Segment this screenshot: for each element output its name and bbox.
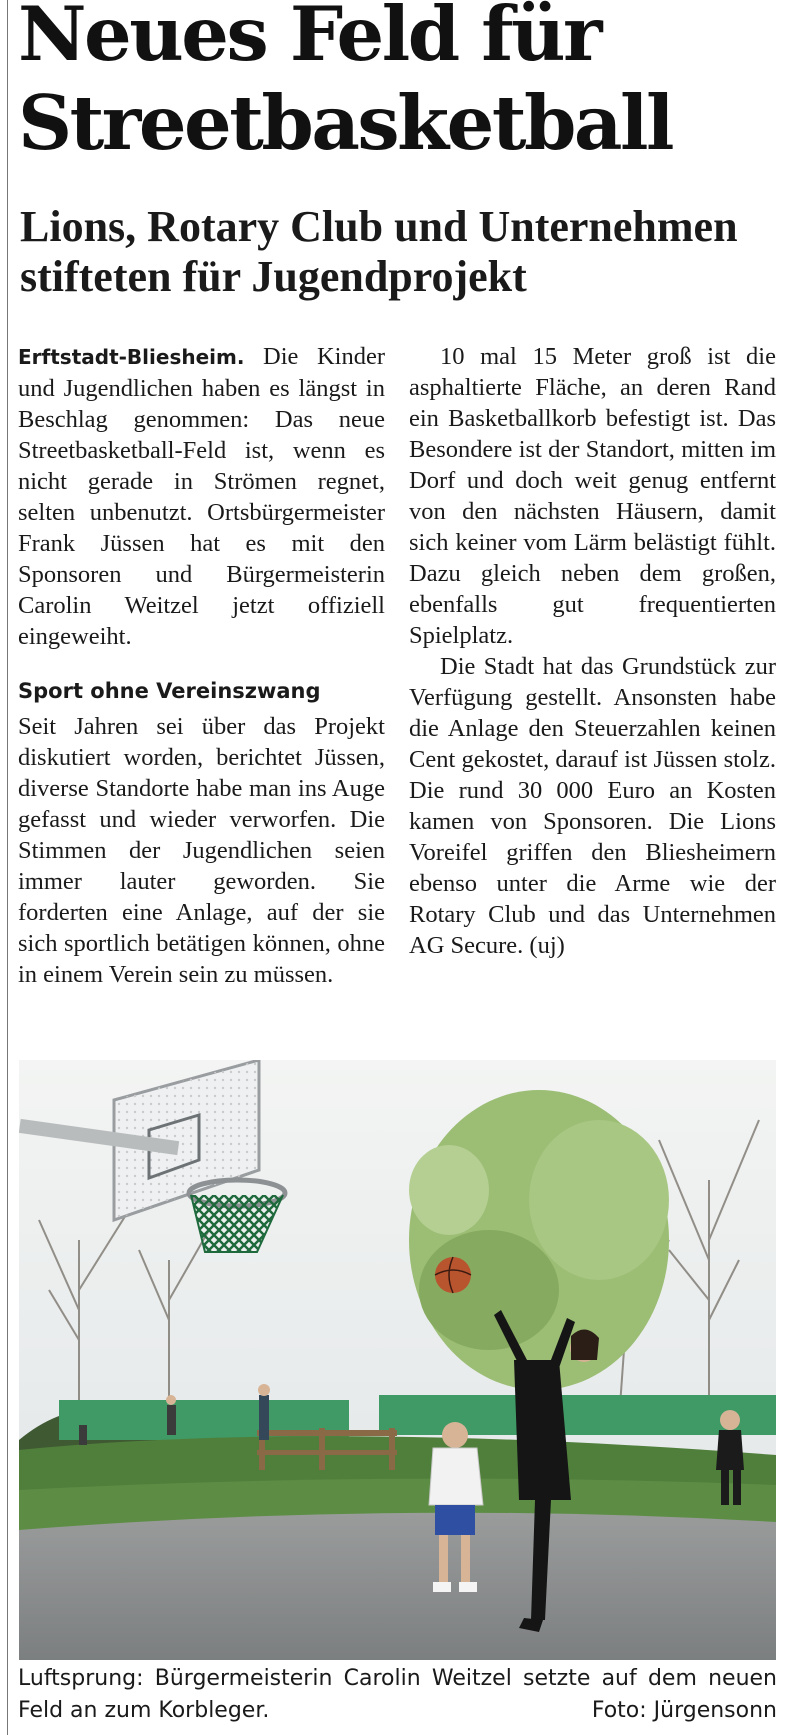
basketball-court-photo <box>19 1060 776 1660</box>
asphalt-court <box>19 1513 776 1660</box>
paragraph-1-text: Die Kinder und Jugendlichen haben es längst in Beschlag genommen: Das neue Streetbasketball-Feld ist, wenn es nicht gerade in Strömen regnet, selten unbenutzt. Ortsbürgermeister Frank Jüssen hat es mit den Sponsoren und Bürgermeisterin Carolin Weitzel jetzt offiziell eingeweiht. <box>18 343 385 650</box>
photo-caption <box>18 1663 777 1727</box>
article-column-left <box>18 341 385 990</box>
paragraph-3: 10 mal 15 Meter groß ist die asphaltierte Fläche, an deren Rand ein Basketballkorb befestigt ist. Das Besondere ist der Standort, mitten im Dorf und doch weit genug entfernt von den nächsten Häusern, damit sich keiner vom Lärm belästigt fühlt. Dazu gleich neben dem großen, ebenfalls gut frequentierten Spielplatz. <box>409 343 776 649</box>
basketball <box>435 1257 471 1293</box>
paragraph-2: Seit Jahren sei über das Projekt diskutiert worden, berichtet Jüssen, diverse Standorte habe man ins Auge gefasst und wieder verworfen. Die Stimmen der Jugendlichen seien immer lauter geworden. Sie forderten eine Anlage, auf der sie sich sportlich betätigen können, ohne in einem Verein sein zu müssen. <box>18 713 385 988</box>
article-photo <box>19 1060 776 1660</box>
dateline: Erftstadt-Bliesheim. <box>18 345 245 369</box>
paragraph-4: Die Stadt hat das Grundstück zur Verfügung gestellt. Ansonsten habe die Anlage den Steuerzahlen keinen Cent gekostet, darauf ist Jüssen stolz. Die rund 30 000 Euro an Kosten kamen von Sponsoren. Die Lions Voreifel griffen den Bliesheimern ebenso unter die Arme wie der Rotary Club und das Unternehmen AG Secure. (uj) <box>409 653 776 959</box>
article-column-right <box>409 341 776 961</box>
left-column-rule <box>7 0 8 1735</box>
caption-row-2 <box>18 1695 777 1727</box>
paragraph-intro <box>18 341 385 652</box>
fence-right <box>379 1395 776 1435</box>
subheadline: Lions, Rotary Club und Unternehmen stifteten für Jugendprojekt <box>20 202 738 301</box>
headline: Neues Feld für Streetbasketball <box>18 0 673 167</box>
caption-line-1: Luftsprung: Bürgermeisterin Carolin Weitzel setzte auf dem neuen <box>18 1666 777 1691</box>
caption-line-2: Feld an zum Korbleger. <box>18 1698 270 1723</box>
photo-credit: Foto: Jürgensonn <box>591 1698 777 1723</box>
section-heading: Sport ohne Vereinszwang <box>18 679 321 703</box>
